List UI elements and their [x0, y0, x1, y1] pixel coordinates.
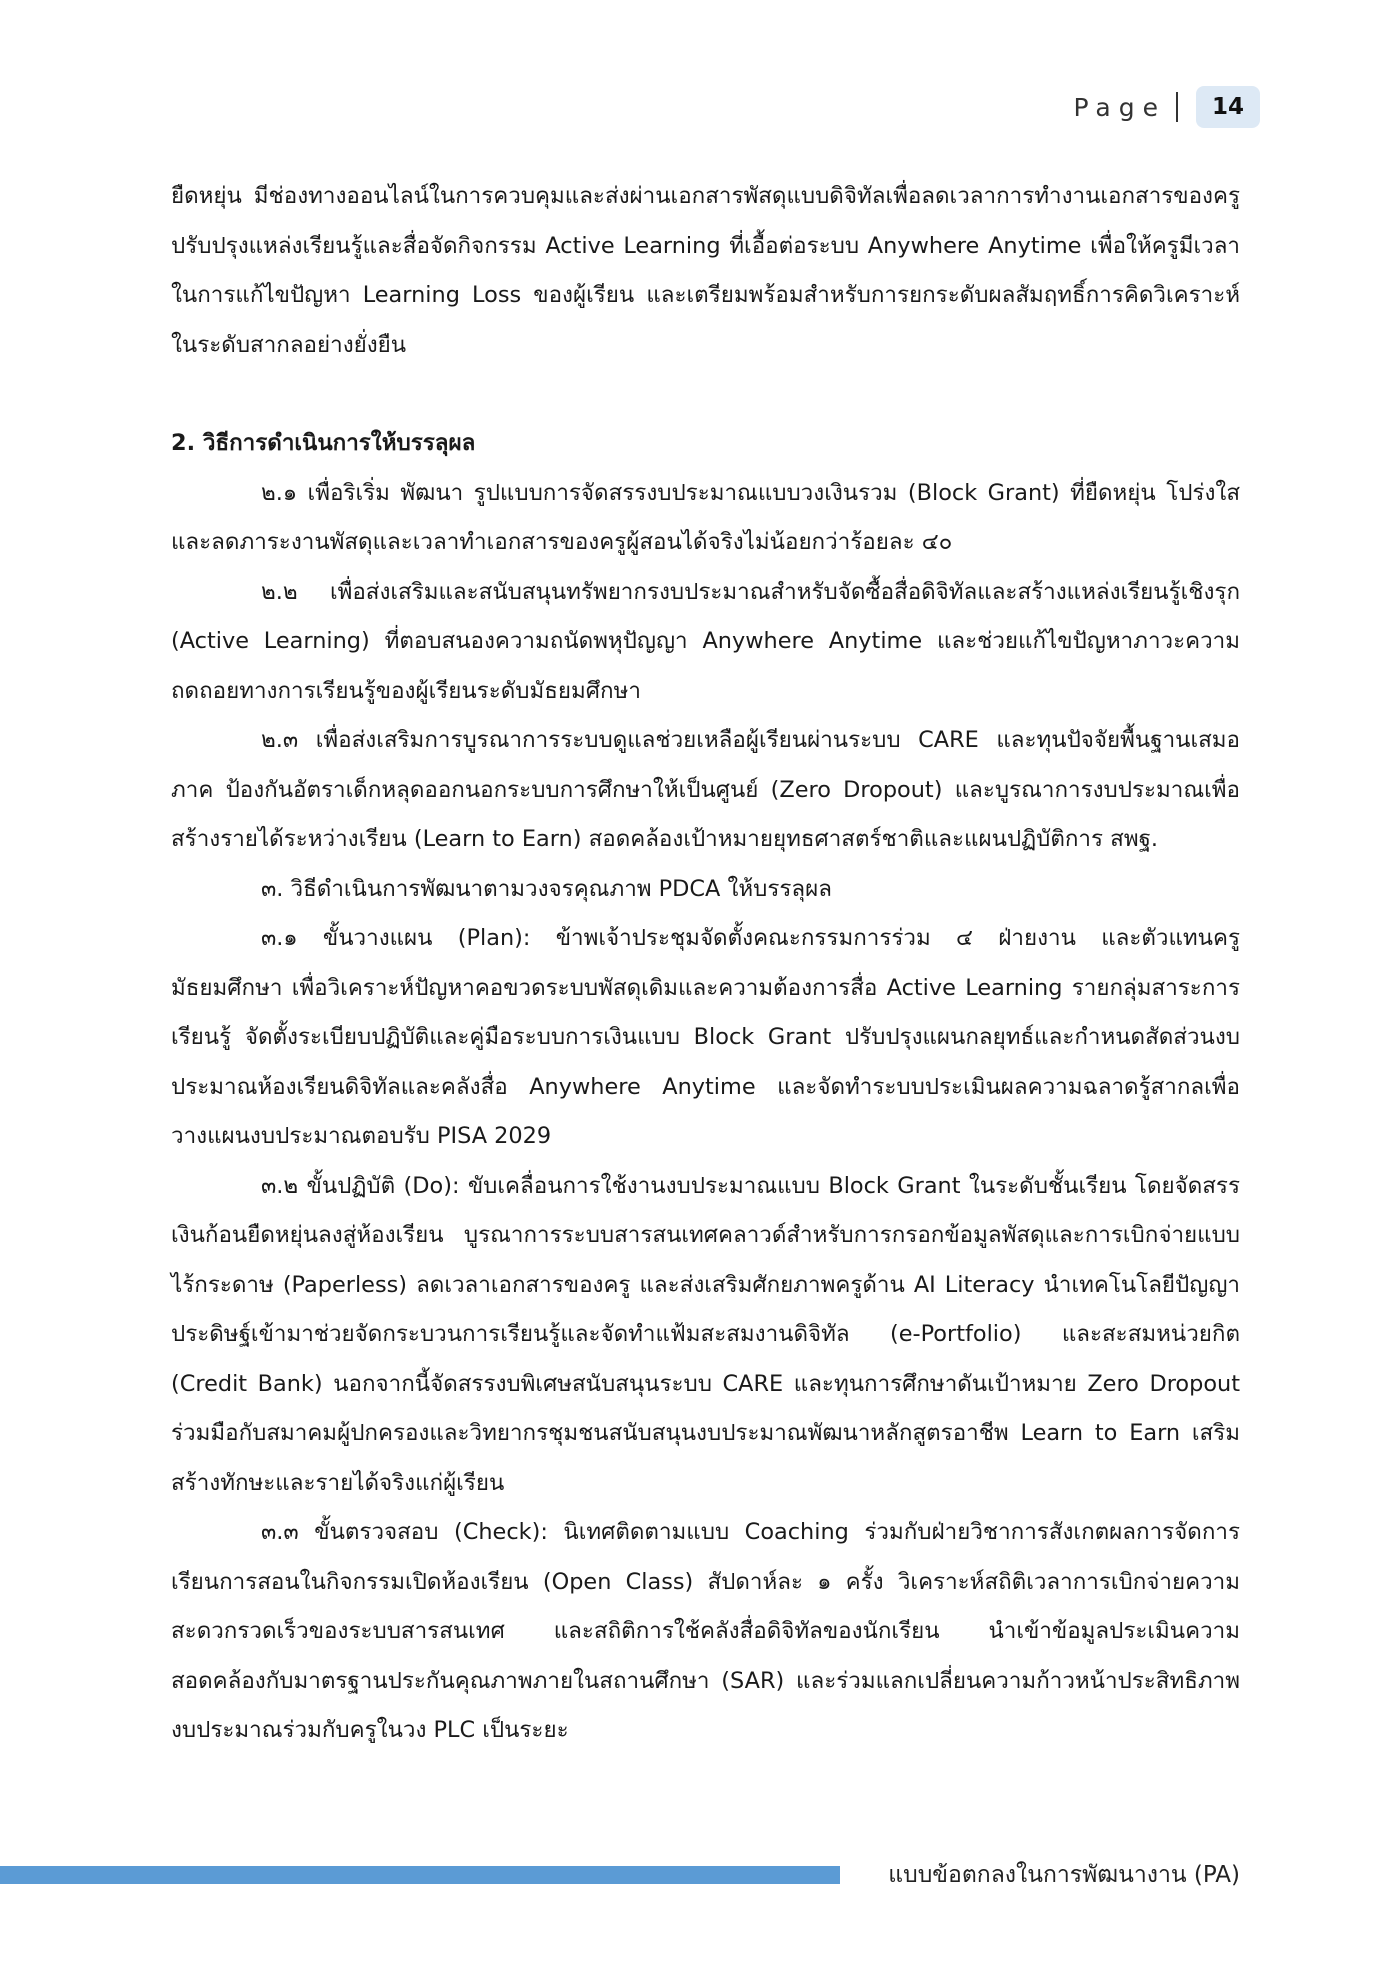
paragraph-plan: ๓.๑ ขั้นวางแผน (Plan): ข้าพเจ้าประชุมจัดตั้งคณะกรรมการร่วม ๔ ฝ่ายงาน และตัวแทนครูมัธยมศึกษา เพื่อวิเคราะห์ปัญหาคอขวดระบบพัสดุเดิมและความต้องการสื่อ Active Learning รายกลุ่มสาระการเรียนรู้ จัดตั้งระเบียบปฏิบัติและคู่มือระบบการเงินแบบ Block Grant ปรับปรุงแผนกลยุทธ์และกำหนดสัดส่วนงบประมาณห้องเรียนดิจิทัลและคลังสื่อ Anywhere Anytime และจัดทำระบบประเมินผลความฉลาดรู้สากลเพื่อวางแผนงบประมาณตอบรับ PISA 2029	[171, 925, 1240, 1149]
page-separator	[1176, 92, 1178, 122]
document-body	[171, 172, 1240, 1756]
paragraph-intro: ยืดหยุ่น มีช่องทางออนไลน์ในการควบคุมและส่งผ่านเอกสารพัสดุแบบดิจิทัลเพื่อลดเวลาการทำงานเอกสารของครู ปรับปรุงแหล่งเรียนรู้และสื่อจัดกิจกรรม Active Learning ที่เอื้อต่อระบบ Anywhere Anytime เพื่อให้ครูมีเวลาในการแก้ไขปัญหา Learning Loss ของผู้เรียน และเตรียมพร้อมสำหรับการยกระดับผลสัมฤทธิ์การคิดวิเคราะห์ในระดับสากลอย่างยั่งยืน	[171, 183, 1240, 358]
footer-title: แบบข้อตกลงในการพัฒนางาน (PA)	[888, 1862, 1240, 1888]
page-label: Page	[1073, 92, 1166, 122]
paragraph-objective-2-1: ๒.๑ เพื่อริเริ่ม พัฒนา รูปแบบการจัดสรรงบประมาณแบบวงเงินรวม (Block Grant) ที่ยืดหยุ่น โปร่งใส และลดภาระงานพัสดุและเวลาทำเอกสารของครูผู้สอนได้จริงไม่น้อยกว่าร้อยละ ๔๐	[171, 479, 1240, 555]
page-number: 14	[1196, 86, 1260, 128]
paragraph-check: ๓.๓ ขั้นตรวจสอบ (Check): นิเทศติดตามแบบ Coaching ร่วมกับฝ่ายวิชาการสังเกตผลการจัดการเรียนการสอนในกิจกรรมเปิดห้องเรียน (Open Class) สัปดาห์ละ ๑ ครั้ง วิเคราะห์สถิติเวลาการเบิกจ่ายความสะดวกรวดเร็วของระบบสารสนเทศ และสถิติการใช้คลังสื่อดิจิทัลของนักเรียน นำเข้าข้อมูลประเมินความสอดคล้องกับมาตรฐานประกันคุณภาพภายในสถานศึกษา (SAR) และร่วมแลกเปลี่ยนความก้าวหน้าประสิทธิภาพงบประมาณร่วมกับครูในวง PLC เป็นระยะ	[171, 1519, 1240, 1743]
footer-bar	[0, 1866, 840, 1884]
section-heading: 2. วิธีการดำเนินการให้บรรลุผล	[171, 430, 476, 456]
paragraph-do: ๓.๒ ขั้นปฏิบัติ (Do): ขับเคลื่อนการใช้งานงบประมาณแบบ Block Grant ในระดับชั้นเรียน โดยจัดสรรเงินก้อนยืดหยุ่นลงสู่ห้องเรียน บูรณาการระบบสารสนเทศคลาวด์สำหรับการกรอกข้อมูลพัสดุและการเบิกจ่ายแบบไร้กระดาษ (Paperless) ลดเวลาเอกสารของครู และส่งเสริมศักยภาพครูด้าน AI Literacy นำเทคโนโลยีปัญญาประดิษฐ์เข้ามาช่วยจัดกระบวนการเรียนรู้และจัดทำแฟ้มสะสมงานดิจิทัล (e-Portfolio) และสะสมหน่วยกิต (Credit Bank) นอกจากนี้จัดสรรงบพิเศษสนับสนุนระบบ CARE และทุนการศึกษาดันเป้าหมาย Zero Dropout ร่วมมือกับสมาคมผู้ปกครองและวิทยากรชุมชนสนับสนุนงบประมาณพัฒนาหลักสูตรอาชีพ Learn to Earn เสริมสร้างทักษะและรายได้จริงแก่ผู้เรียน	[171, 1172, 1240, 1496]
paragraph-objective-2-3: ๒.๓ เพื่อส่งเสริมการบูรณาการระบบดูแลช่วยเหลือผู้เรียนผ่านระบบ CARE และทุนปัจจัยพื้นฐานเสมอภาค ป้องกันอัตราเด็กหลุดออกนอกระบบการศึกษาให้เป็นศูนย์ (Zero Dropout) และบูรณาการงบประมาณเพื่อสร้างรายได้ระหว่างเรียน (Learn to Earn) สอดคล้องเป้าหมายยุทธศาสตร์ชาติและแผนปฏิบัติการ สพฐ.	[171, 727, 1240, 852]
paragraph-objective-2-2: ๒.๒ เพื่อส่งเสริมและสนับสนุนทรัพยากรงบประมาณสำหรับจัดซื้อสื่อดิจิทัลและสร้างแหล่งเรียนรู้เชิงรุก (Active Learning) ที่ตอบสนองความถนัดพหุปัญญา Anywhere Anytime และช่วยแก้ไขปัญหาภาวะความถดถอยทางการเรียนรู้ของผู้เรียนระดับมัธยมศึกษา	[171, 578, 1240, 704]
paragraph-pdca-heading: ๓. วิธีดำเนินการพัฒนาตามวงจรคุณภาพ PDCA ให้บรรลุผล	[261, 875, 832, 902]
page-header	[1073, 86, 1260, 128]
